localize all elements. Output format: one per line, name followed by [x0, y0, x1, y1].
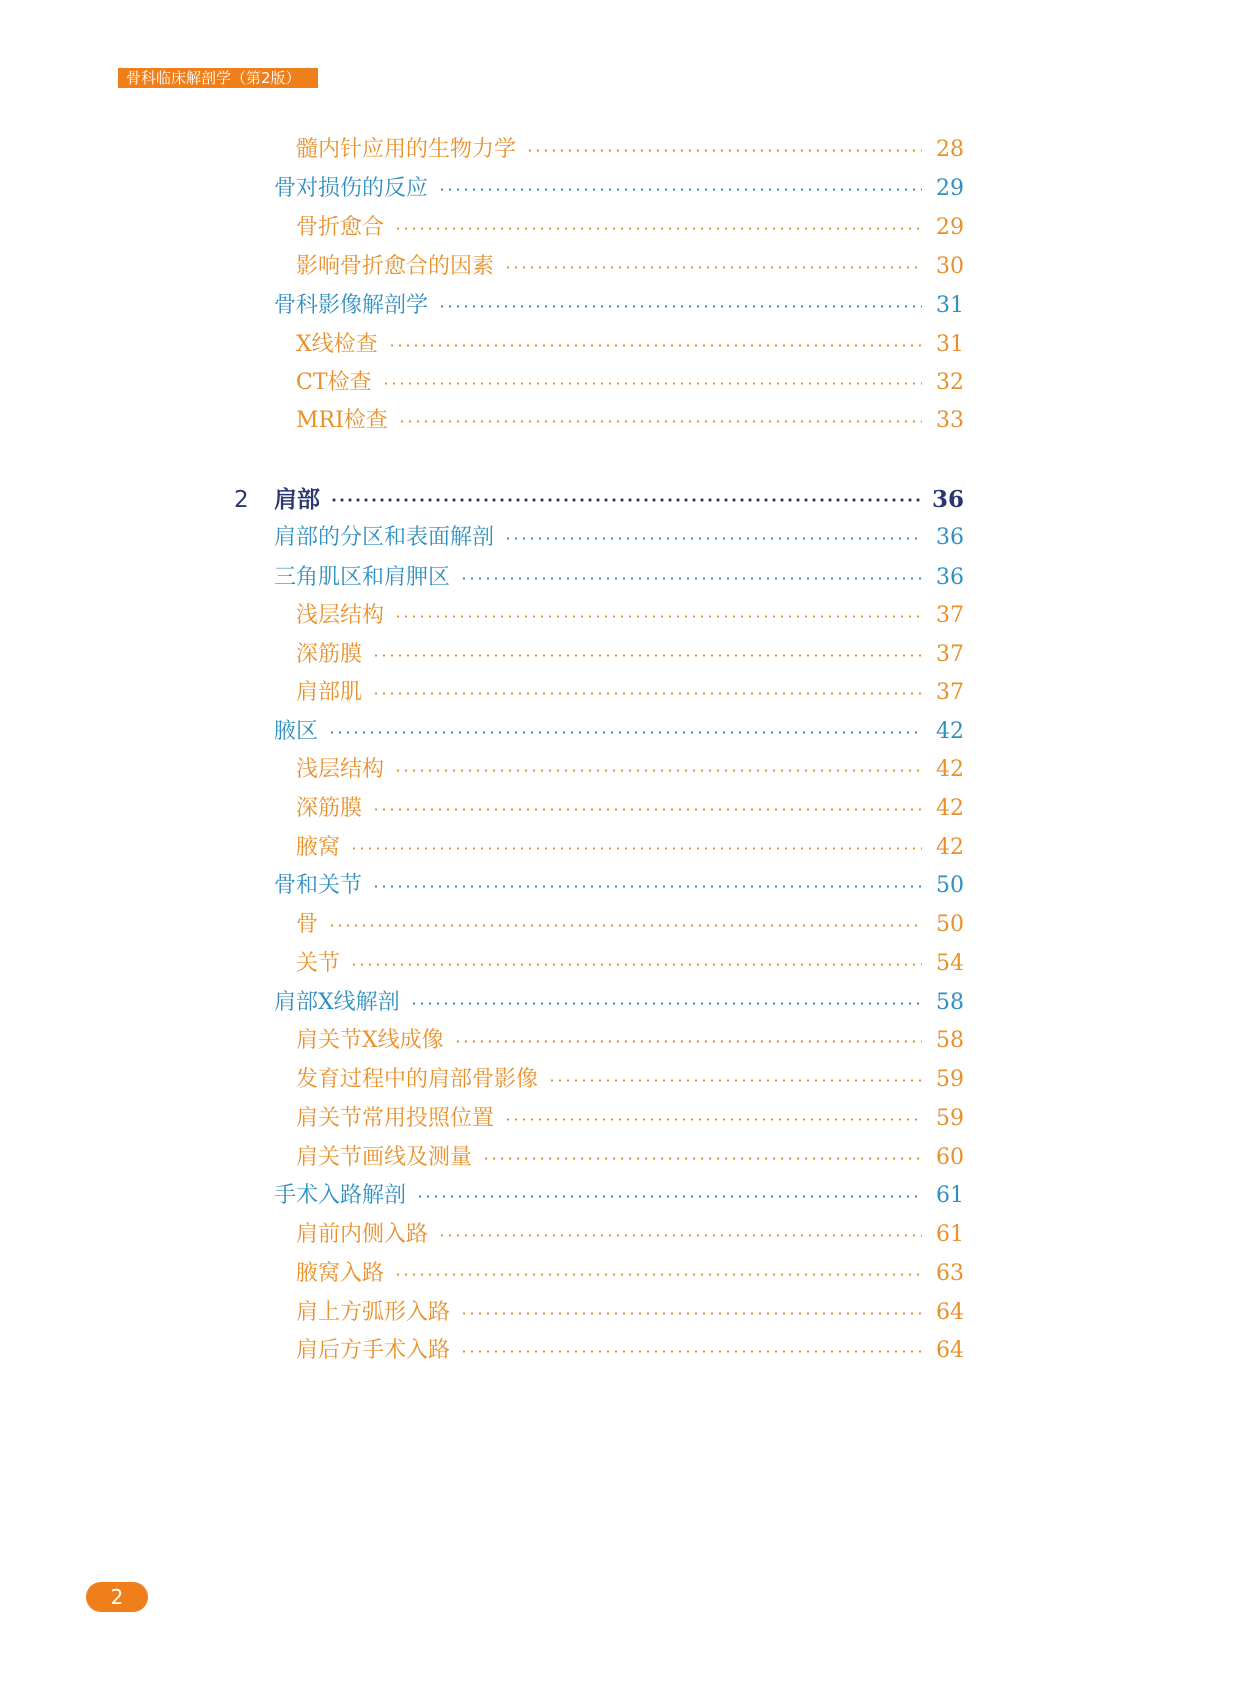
toc-entry-page: 36 [931, 486, 964, 513]
toc-entry-title: 肩部的分区和表面解剖 [274, 525, 495, 550]
toc-entry-page: 30 [936, 254, 964, 279]
toc-entry-page: 33 [936, 408, 964, 433]
dot-leader [372, 885, 922, 888]
dot-leader [328, 731, 922, 734]
dot-leader [394, 769, 922, 772]
dot-leader [504, 537, 922, 540]
toc-entry-title: 肩部X线解剖 [274, 990, 400, 1015]
toc-entry[interactable] [296, 1218, 964, 1252]
toc-entry[interactable] [296, 1257, 964, 1291]
toc-entry-page: 64 [936, 1338, 964, 1363]
toc-entry-page: 31 [936, 332, 964, 357]
dot-leader [460, 1312, 922, 1315]
toc-entry[interactable] [296, 328, 964, 362]
toc-entry-title: 腋窝 [296, 835, 341, 860]
dot-leader [398, 420, 922, 423]
toc-entry-title: 骨对损伤的反应 [274, 176, 429, 201]
dot-leader [394, 227, 922, 230]
toc-entry[interactable] [274, 715, 964, 749]
toc-entry-title: MRI检查 [296, 408, 388, 433]
toc-entry-page: 31 [936, 293, 964, 318]
toc-entry[interactable] [274, 869, 964, 903]
toc-entry-title: 肩部肌 [296, 680, 363, 705]
toc-entry[interactable] [274, 172, 964, 206]
toc-entry[interactable] [296, 366, 964, 400]
toc-entry[interactable] [274, 561, 964, 595]
dot-leader [438, 188, 922, 191]
toc-entry-title: 肩关节常用投照位置 [296, 1106, 495, 1131]
toc-entry[interactable] [296, 1296, 964, 1330]
toc-entry-page: 42 [936, 796, 964, 821]
toc-entry-title: 发育过程中的肩部骨影像 [296, 1067, 539, 1092]
toc-entry[interactable] [296, 211, 964, 245]
page-number-badge: 2 [86, 1582, 148, 1612]
toc-entry[interactable] [274, 986, 964, 1020]
toc-entry-page: 59 [936, 1067, 964, 1092]
running-header: 骨科临床解剖学（第2版） [118, 68, 318, 88]
toc-entry-page: 29 [936, 176, 964, 201]
toc-entry-page: 58 [936, 1028, 964, 1053]
toc-entry-page: 61 [936, 1183, 964, 1208]
toc-entry[interactable] [296, 908, 964, 942]
dot-leader [328, 924, 922, 927]
dot-leader [394, 1273, 922, 1276]
toc-entry-page: 42 [936, 835, 964, 860]
toc-entry-page: 50 [936, 873, 964, 898]
toc-entry[interactable] [296, 638, 964, 672]
toc-entry-title: 手术入路解剖 [274, 1183, 407, 1208]
toc-entry-page: 61 [936, 1222, 964, 1247]
toc-entry[interactable] [296, 133, 964, 167]
toc-entry-page: 59 [936, 1106, 964, 1131]
dot-leader [460, 1350, 922, 1353]
toc-entry-page: 63 [936, 1261, 964, 1286]
dot-leader [454, 1040, 922, 1043]
toc-entry-page: 37 [936, 603, 964, 628]
toc-entry-title: 深筋膜 [296, 796, 363, 821]
dot-leader [504, 1118, 922, 1121]
toc-entry-title: 浅层结构 [296, 603, 385, 628]
toc-entry[interactable] [296, 1102, 964, 1136]
toc-entry[interactable] [296, 1334, 964, 1368]
toc-entry-page: 64 [936, 1300, 964, 1325]
toc-entry-title: 关节 [296, 951, 341, 976]
toc-entry-title: 髓内针应用的生物力学 [296, 137, 517, 162]
toc-entry[interactable] [296, 947, 964, 981]
toc-entry-title: 肩上方弧形入路 [296, 1300, 451, 1325]
toc-entry-title: 三角肌区和肩胛区 [274, 565, 451, 590]
toc-entry[interactable] [296, 404, 964, 438]
dot-leader [372, 808, 922, 811]
dot-leader [350, 847, 922, 850]
chapter-number: 2 [234, 487, 249, 513]
dot-leader [416, 1195, 922, 1198]
toc-entry-title: 肩前内侧入路 [296, 1222, 429, 1247]
toc-entry[interactable] [296, 250, 964, 284]
toc-entry-page: 42 [936, 757, 964, 782]
toc-entry-title: 腋区 [274, 719, 319, 744]
toc-entry-page: 37 [936, 680, 964, 705]
toc-entry[interactable] [296, 792, 964, 826]
toc-entry-title: 肩关节画线及测量 [296, 1145, 473, 1170]
toc-entry-title: 骨科影像解剖学 [274, 293, 429, 318]
toc-entry[interactable] [274, 289, 964, 323]
toc-entry-title: 浅层结构 [296, 757, 385, 782]
dot-leader [438, 1234, 922, 1237]
dot-leader [438, 305, 922, 308]
toc-entry-page: 36 [936, 525, 964, 550]
toc-entry-title: 腋窝入路 [296, 1261, 385, 1286]
toc-entry[interactable] [274, 521, 964, 555]
toc-entry-page: 29 [936, 215, 964, 240]
toc-entry-title: 骨和关节 [274, 873, 363, 898]
toc-entry-page: 60 [936, 1145, 964, 1170]
toc-entry-page: 28 [936, 137, 964, 162]
toc-entry[interactable] [296, 599, 964, 633]
toc-entry-page: 54 [936, 951, 964, 976]
toc-entry-title: 骨折愈合 [296, 215, 385, 240]
toc-entry[interactable] [296, 676, 964, 710]
toc-entry-title: 肩关节X线成像 [296, 1028, 444, 1053]
toc-entry-title: 骨 [296, 912, 319, 937]
dot-leader [548, 1079, 922, 1082]
toc-entry[interactable] [274, 1179, 964, 1213]
dot-leader [482, 1157, 922, 1160]
dot-leader [372, 654, 922, 657]
toc-entry-title: 肩部 [274, 486, 320, 513]
dot-leader [372, 692, 922, 695]
toc-entry-page: 36 [936, 565, 964, 590]
toc-entry[interactable] [296, 1141, 964, 1175]
toc-entry[interactable] [296, 753, 964, 787]
toc-entry-page: 32 [936, 370, 964, 395]
toc-chapter-entry[interactable] [234, 483, 964, 517]
toc-entry[interactable] [296, 1024, 964, 1058]
dot-leader [350, 963, 922, 966]
toc-entry-title: CT检查 [296, 370, 372, 395]
toc-entry-page: 50 [936, 912, 964, 937]
dot-leader [394, 615, 922, 618]
toc-entry-page: 37 [936, 642, 964, 667]
dot-leader [410, 1002, 922, 1005]
dot-leader [504, 266, 922, 269]
dot-leader [526, 149, 922, 152]
toc-entry-title: X线检查 [296, 332, 378, 357]
toc-entry-page: 58 [936, 990, 964, 1015]
toc-entry-title: 深筋膜 [296, 642, 363, 667]
dot-leader [388, 344, 922, 347]
dot-leader [382, 382, 922, 385]
toc-entry[interactable] [296, 1063, 964, 1097]
toc-entry-title: 肩后方手术入路 [296, 1338, 451, 1363]
toc-entry-title: 影响骨折愈合的因素 [296, 254, 495, 279]
dot-leader [330, 498, 922, 502]
toc-entry-page: 42 [936, 719, 964, 744]
dot-leader [460, 577, 922, 580]
toc-entry[interactable] [296, 831, 964, 865]
